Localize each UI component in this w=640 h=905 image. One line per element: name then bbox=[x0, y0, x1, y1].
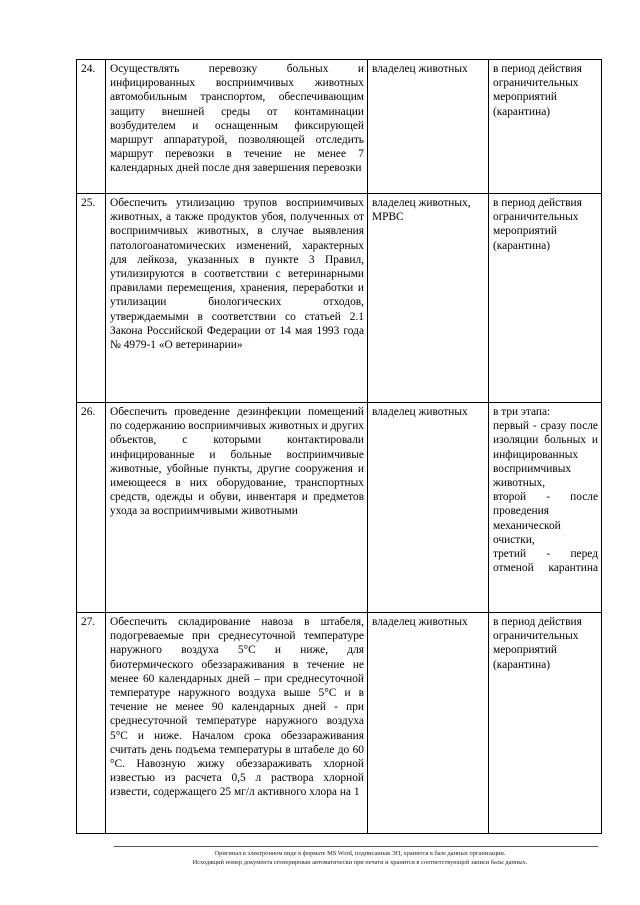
responsible-party: владелец животных, МРВС bbox=[368, 194, 489, 403]
table-row bbox=[77, 194, 602, 403]
row-number: 27. bbox=[77, 613, 106, 834]
measure-term: в период действия ограничительных мероприятий (карантина) bbox=[489, 613, 602, 834]
measure-text: Обеспечить утилизацию трупов восприимчивых животных, а также продуктов убоя, полученных от восприимчивых животных, в случае выявления патологоанатомических изменений, характерных для лейкоза, указанных в пункте 3 Правил, утилизируются в соответствии с ветеринарными правилами перемещения, хранения, переработки и утилизации биологических отходов, утверждаемыми в соответствии со статьей 2.1 Закона Российской Федерации от 14 мая 1993 года № 4979-1 «О ветеринарии» bbox=[106, 194, 368, 403]
term-line: первый - сразу после изоляции больных и инфицированных восприимчивых животных, bbox=[493, 420, 598, 490]
term-line: в три этапа: bbox=[493, 406, 551, 418]
term-line: третий - перед отменой карантина bbox=[493, 548, 598, 575]
measure-term: в период действия ограничительных мероприятий (карантина) bbox=[489, 194, 602, 403]
page-footer bbox=[80, 849, 640, 867]
table-row bbox=[77, 403, 602, 613]
responsible-party: владелец животных bbox=[368, 403, 489, 613]
term-line: второй - после проведения механической очистки, bbox=[493, 491, 598, 546]
table-row bbox=[77, 60, 602, 194]
responsible-party: владелец животных bbox=[368, 60, 489, 194]
row-number: 26. bbox=[77, 403, 106, 613]
footer-divider bbox=[114, 846, 598, 847]
table-row bbox=[77, 613, 602, 834]
row-number: 24. bbox=[77, 60, 106, 194]
measures-table bbox=[76, 59, 602, 834]
measure-text: Обеспечить проведение дезинфекции помещений по содержанию восприимчивых животных и других объектов, с которыми контактировали инфицированные и больные восприимчивые животные, убойные пункты, другие сооружения и имеющееся в них оборудование, транспортных средств, одежды и обуви, инвентаря и предметов ухода за восприимчивыми животными bbox=[106, 403, 368, 613]
measure-term: в период действия ограничительных мероприятий (карантина) bbox=[489, 60, 602, 194]
measure-text: Обеспечить складирование навоза в штабеля, подогреваемые при среднесуточной температуре наружного воздуха 5°С и ниже, для биотермического обеззараживания в течение не менее 60 календарных дней – при среднесуточной температуре наружного воздуха выше 5°С и в течение не менее 90 календарных дней - при среднесуточной температуре наружного воздуха 5°С и ниже. Началом срока обеззараживания считать день подъема температуры в штабеле до 60 °С. Навозную жижу обеззараживать хлорной известью из расчета 0,5 л раствора хлорной извести, содержащего 25 мг/л активного хлора на 1 bbox=[106, 613, 368, 834]
footer-line: Исходящий номер документа сгенерирован автоматически при печати и хранится в соответствующей записи базы данных. bbox=[192, 859, 528, 866]
measure-text: Осуществлять перевозку больных и инфицированных восприимчивых животных автомобильным транспортом, обеспечивающим защиту внешней среды от контаминации возбудителем и оснащенным фиксирующей маршрут аппаратурой, позволяющей отследить маршрут перевозки в течение не менее 7 календарных дней после дня завершения перевозки bbox=[106, 60, 368, 194]
footer-line: Оригинал в электронном виде в формате MS Word, подписанная ЭП, хранится в базе данных организации. bbox=[214, 850, 506, 857]
responsible-party: владелец животных bbox=[368, 613, 489, 834]
row-number: 25. bbox=[77, 194, 106, 403]
measure-term bbox=[489, 403, 602, 613]
